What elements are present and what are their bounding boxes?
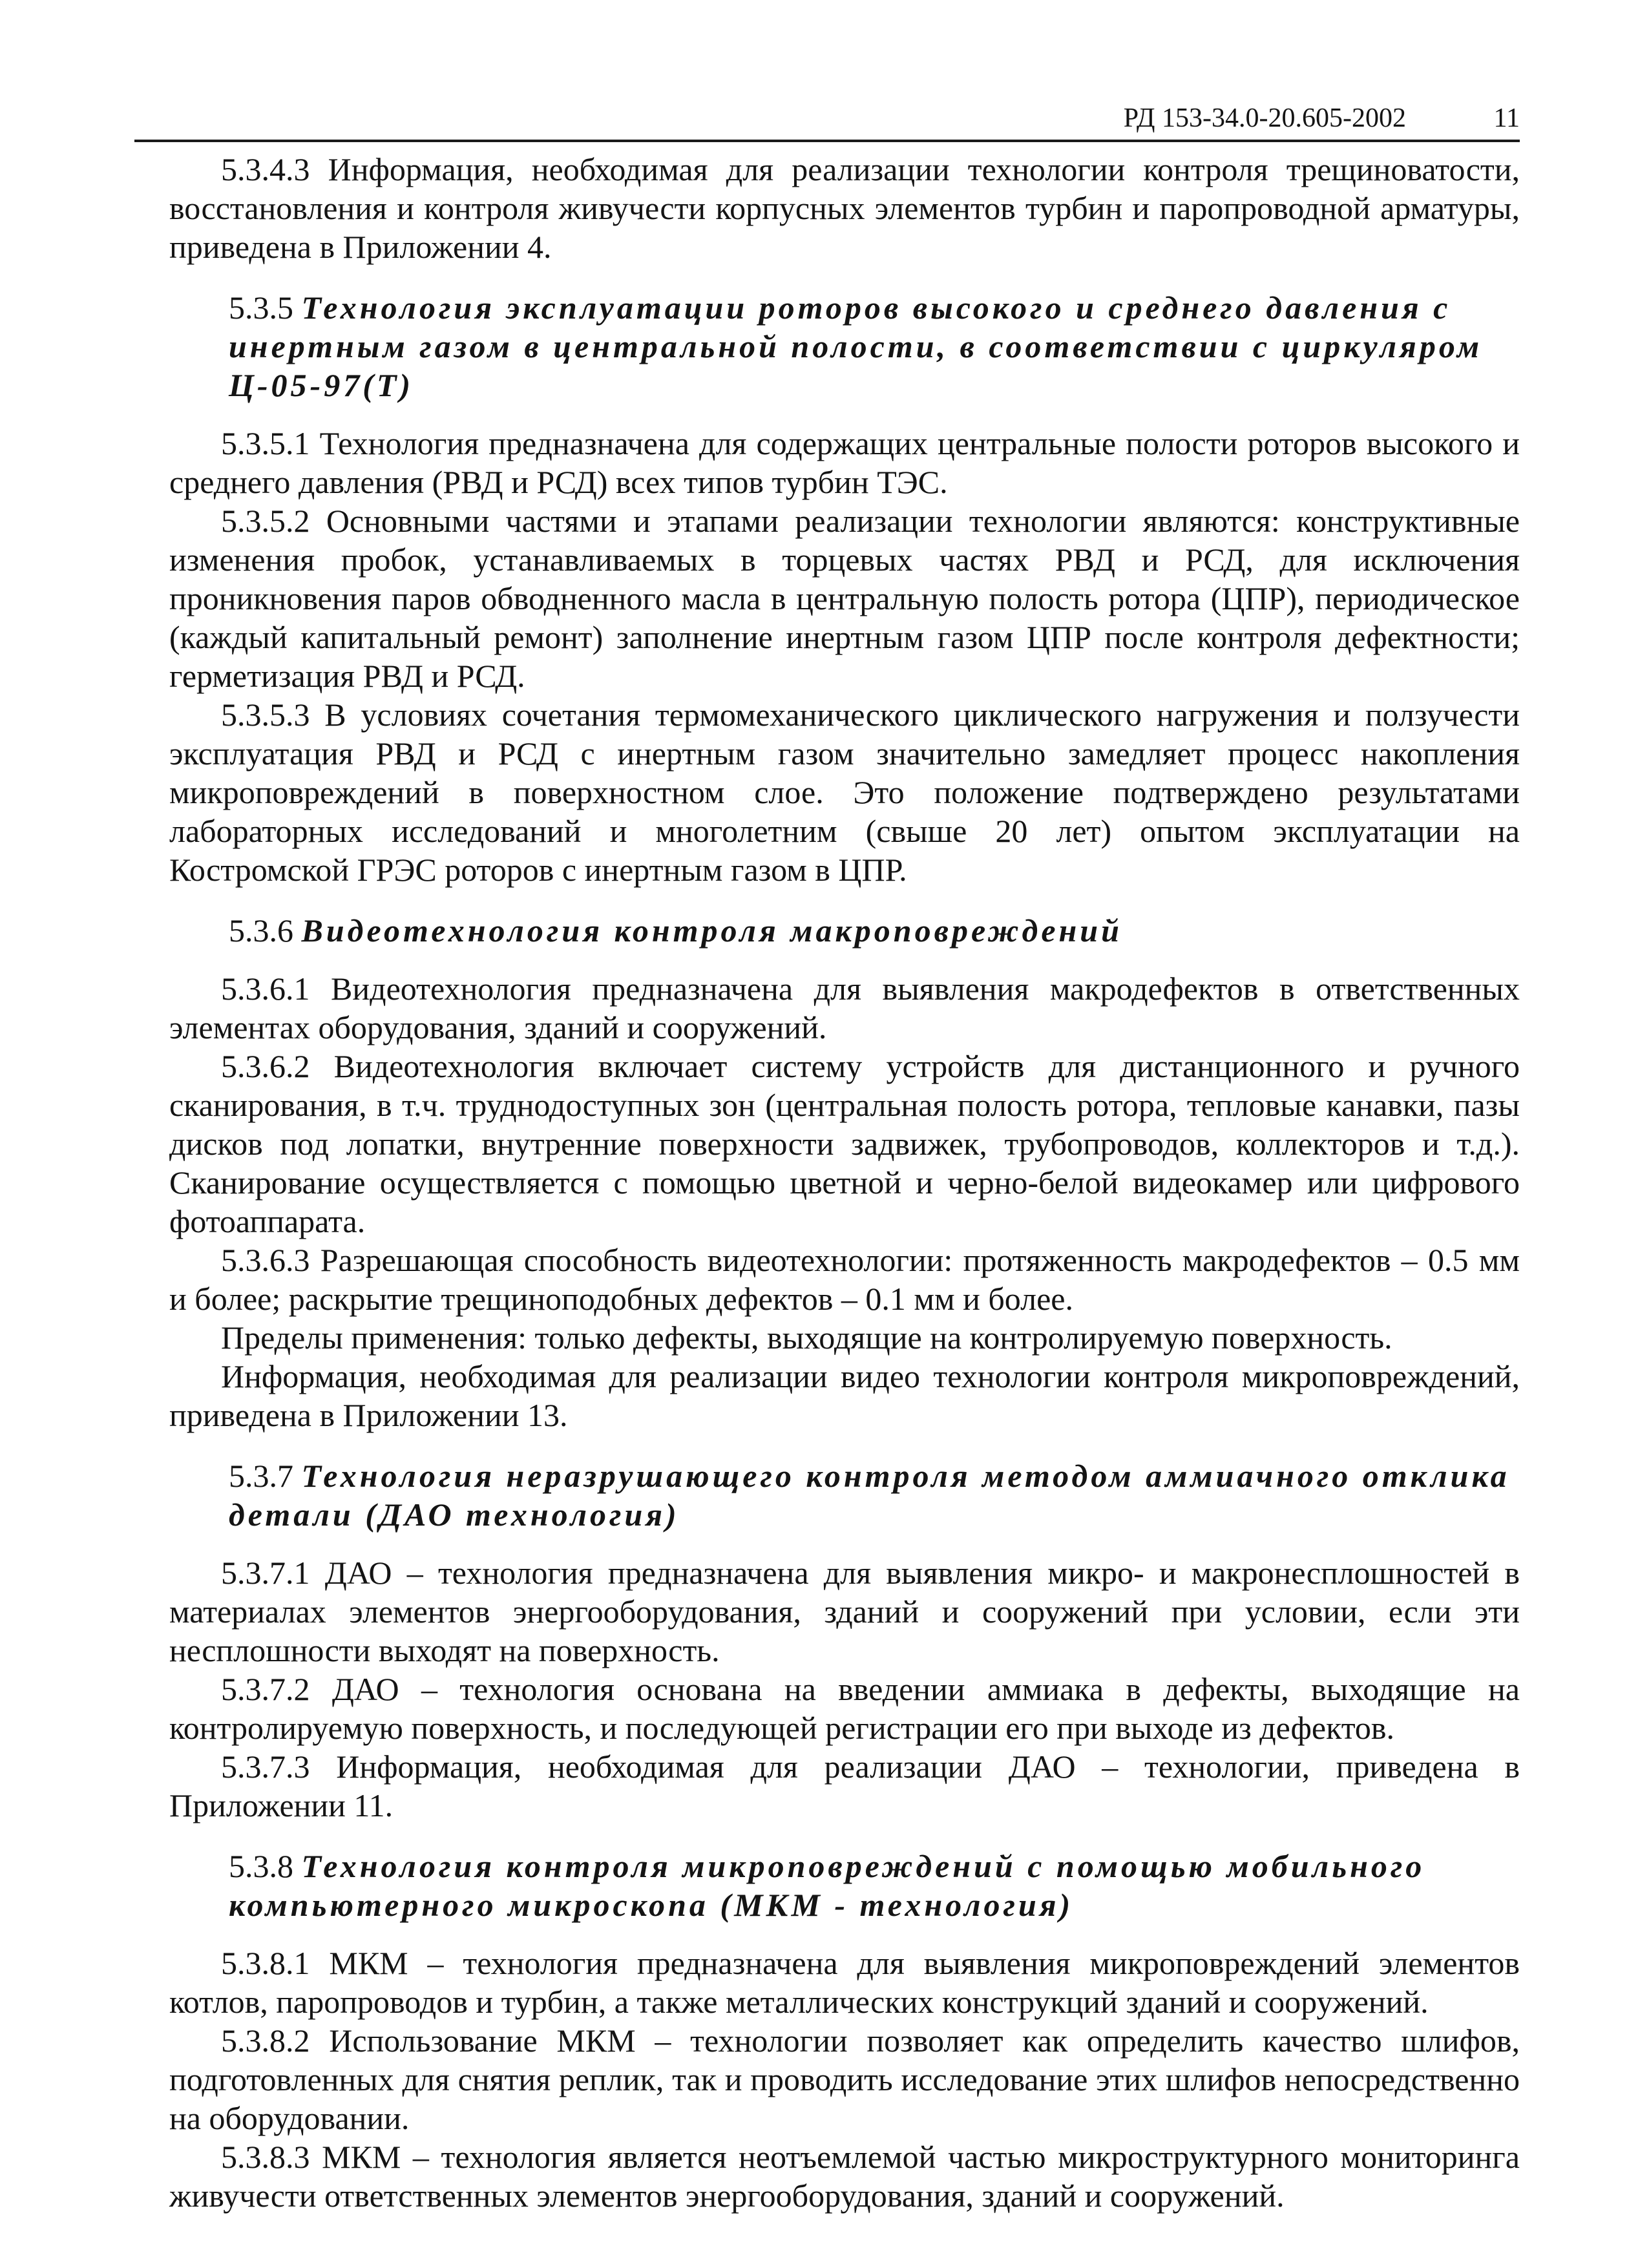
paragraph-5-3-7-2: 5.3.7.2 ДАО – технология основана на введении аммиака в дефекты, выходящие на контролируемую поверхность, и последующей регистрации его при выходе из дефектов. — [169, 1671, 1520, 1746]
page-number: 11 — [1493, 103, 1520, 133]
paragraph-5-3-6-2: 5.3.6.2 Видеотехнология включает систему устройств для дистанционного и ручного сканирования, в т.ч. труднодоступных зон (центральная полость ротора, тепловые канавки, пазы дисков под лопатки, внутренние поверхности задвижек, трубопроводов, коллекторов и т.д.). Сканирование осуществляется с помощью цветной и черно-белой видеокамер или цифрового фотоаппарата. — [169, 1048, 1520, 1239]
section-title: Технология эксплуатации роторов высокого и среднего давления с инертным газом в центральной полости, в соответствии с циркуляром Ц-05-97(Т) — [229, 289, 1483, 403]
section-heading-5-3-7 — [169, 1456, 1520, 1534]
paragraph-5-3-5-1: 5.3.5.1 Технология предназначена для содержащих центральные полости роторов высокого и среднего давления (РВД и РСД) всех типов турбин ТЭС. — [169, 425, 1520, 500]
paragraph-limits: Пределы применения: только дефекты, выходящие на контролируемую поверхность. — [221, 1319, 1392, 1356]
paragraph-5-3-7-1: 5.3.7.1 ДАО – технология предназначена для выявления микро- и макронесплошностей в материалах элементов энергооборудования, зданий и сооружений при условии, если эти несплошности выходят на поверхность. — [169, 1555, 1520, 1668]
section-title: Технология неразрушающего контроля методом аммиачного отклика детали (ДАО технология) — [229, 1458, 1510, 1533]
section-number: 5.3.6 — [229, 912, 293, 949]
section-heading-5-3-8 — [169, 1847, 1520, 1924]
section-title: Технология контроля микроповреждений с помощью мобильного компьютерного микроскопа (МКМ - технология) — [229, 1848, 1425, 1923]
paragraph-5-3-4-3: 5.3.4.3 Информация, необходимая для реализации технологии контроля трещиноватости, восстановления и контроля живучести корпусных элементов турбин и паропроводной арматуры, приведена в Приложении 4. — [169, 151, 1520, 265]
document-body — [169, 150, 1520, 2215]
section-heading-5-3-5 — [169, 288, 1520, 404]
section-title: Видеотехнология контроля макроповреждений — [301, 912, 1122, 949]
paragraph-5-3-8-3: 5.3.8.3 МКМ – технология является неотъемлемой частью микроструктурного мониторинга живучести ответственных элементов энергооборудования, зданий и сооружений. — [169, 2139, 1520, 2214]
document-code: РД 153-34.0-20.605-2002 — [1123, 103, 1406, 133]
paragraph-5-3-8-1: 5.3.8.1 МКМ – технология предназначена для выявления микроповреждений элементов котлов, паропроводов и турбин, а также металлических конструкций зданий и сооружений. — [169, 1945, 1520, 2020]
paragraph-5-3-6-3: 5.3.6.3 Разрешающая способность видеотехнологии: протяженность макродефектов – 0.5 мм и более; раскрытие трещиноподобных дефектов – 0.1 мм и более. — [169, 1242, 1520, 1317]
section-number: 5.3.7 — [229, 1458, 293, 1494]
paragraph-5-3-6-1: 5.3.6.1 Видеотехнология предназначена для выявления макродефектов в ответственных элементах оборудования, зданий и сооружений. — [169, 971, 1520, 1045]
page-header — [134, 97, 1520, 142]
paragraph-5-3-5-3: 5.3.5.3 В условиях сочетания термомеханического циклического нагружения и ползучести эксплуатация РВД и РСД с инертным газом значительно замедляет процесс накопления микроповреждений в поверхностном слое. Это положение подтверждено результатами лабораторных исследований и многолетним (свыше 20 лет) опытом эксплуатации на Костромской ГРЭС роторов с инертным газом в ЦПР. — [169, 697, 1520, 888]
paragraph-5-3-8-2: 5.3.8.2 Использование МКМ – технологии позволяет как определить качество шлифов, подготовленных для снятия реплик, так и проводить исследование этих шлифов непосредственно на оборудовании. — [169, 2022, 1520, 2136]
section-number: 5.3.8 — [229, 1848, 293, 1884]
paragraph-5-3-5-2: 5.3.5.2 Основными частями и этапами реализации технологии являются: конструктивные изменения пробок, устанавливаемых в торцевых частях РВД и РСД, для исключения проникновения паров обводненного масла в центральную полость ротора (ЦПР), периодическое (каждый капитальный ремонт) заполнение инертным газом ЦПР после контроля дефектности; герметизация РВД и РСД. — [169, 503, 1520, 694]
paragraph-info-appendix-13: Информация, необходимая для реализации видео технологии контроля микроповреждений, приведена в Приложении 13. — [169, 1358, 1520, 1433]
paragraph-5-3-7-3: 5.3.7.3 Информация, необходимая для реализации ДАО – технологии, приведена в Приложении 11. — [169, 1748, 1520, 1823]
section-number: 5.3.5 — [229, 289, 293, 326]
section-heading-5-3-6 — [169, 911, 1520, 950]
